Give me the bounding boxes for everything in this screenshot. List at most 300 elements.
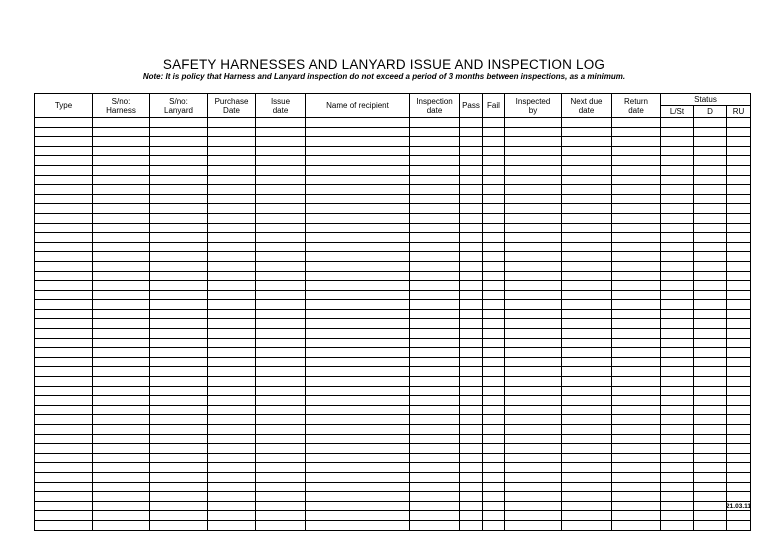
table-cell[interactable]	[35, 137, 93, 147]
table-cell[interactable]	[727, 156, 751, 166]
table-cell[interactable]	[93, 290, 150, 300]
table-cell[interactable]	[410, 444, 460, 454]
table-cell[interactable]	[93, 194, 150, 204]
table-cell[interactable]	[256, 127, 306, 137]
table-cell[interactable]	[562, 137, 612, 147]
table-cell[interactable]	[562, 367, 612, 377]
table-cell[interactable]	[410, 425, 460, 435]
table-cell[interactable]	[208, 118, 256, 128]
table-cell[interactable]	[306, 329, 410, 339]
table-cell[interactable]	[35, 482, 93, 492]
table-cell[interactable]	[483, 501, 505, 511]
table-cell[interactable]	[256, 444, 306, 454]
table-cell[interactable]	[256, 185, 306, 195]
table-cell[interactable]	[661, 146, 694, 156]
table-cell[interactable]	[562, 415, 612, 425]
table-cell[interactable]	[150, 319, 208, 329]
table-cell[interactable]	[306, 472, 410, 482]
table-cell[interactable]	[505, 329, 562, 339]
table-cell[interactable]	[35, 261, 93, 271]
table-cell[interactable]	[410, 319, 460, 329]
table-cell[interactable]	[562, 511, 612, 521]
table-cell[interactable]	[35, 472, 93, 482]
table-cell[interactable]	[410, 520, 460, 530]
table-cell[interactable]	[93, 252, 150, 262]
table-cell[interactable]	[410, 261, 460, 271]
table-cell[interactable]	[256, 425, 306, 435]
table-cell[interactable]	[727, 271, 751, 281]
table-cell[interactable]	[410, 492, 460, 502]
table-cell[interactable]	[306, 319, 410, 329]
table-cell[interactable]	[661, 213, 694, 223]
table-cell[interactable]	[256, 261, 306, 271]
table-cell[interactable]	[505, 492, 562, 502]
table-cell[interactable]	[35, 223, 93, 233]
table-cell[interactable]	[93, 242, 150, 252]
table-cell[interactable]	[208, 146, 256, 156]
table-cell[interactable]	[460, 415, 483, 425]
table-cell[interactable]	[208, 492, 256, 502]
table-cell[interactable]	[35, 492, 93, 502]
table-cell[interactable]	[410, 434, 460, 444]
table-cell[interactable]	[93, 520, 150, 530]
table-cell[interactable]	[256, 146, 306, 156]
table-cell[interactable]	[483, 281, 505, 291]
table-cell[interactable]	[694, 146, 727, 156]
table-cell[interactable]	[727, 396, 751, 406]
table-cell[interactable]	[612, 367, 661, 377]
table-cell[interactable]	[93, 329, 150, 339]
table-cell[interactable]	[483, 444, 505, 454]
table-cell[interactable]	[150, 386, 208, 396]
table-cell[interactable]	[727, 146, 751, 156]
table-cell[interactable]	[93, 492, 150, 502]
table-cell[interactable]	[694, 415, 727, 425]
table-cell[interactable]	[694, 261, 727, 271]
table-cell[interactable]	[694, 137, 727, 147]
table-cell[interactable]	[483, 290, 505, 300]
table-cell[interactable]	[256, 501, 306, 511]
table-cell[interactable]	[505, 118, 562, 128]
table-cell[interactable]	[208, 137, 256, 147]
table-cell[interactable]	[256, 300, 306, 310]
table-cell[interactable]	[562, 472, 612, 482]
table-cell[interactable]	[727, 213, 751, 223]
table-cell[interactable]	[612, 300, 661, 310]
table-cell[interactable]	[150, 492, 208, 502]
table-cell[interactable]	[208, 472, 256, 482]
table-cell[interactable]	[661, 194, 694, 204]
table-cell[interactable]	[35, 434, 93, 444]
table-cell[interactable]	[562, 185, 612, 195]
table-cell[interactable]	[661, 329, 694, 339]
table-cell[interactable]	[208, 165, 256, 175]
table-cell[interactable]	[694, 175, 727, 185]
table-cell[interactable]	[150, 252, 208, 262]
table-cell[interactable]	[93, 357, 150, 367]
table-cell[interactable]	[612, 357, 661, 367]
table-cell[interactable]	[661, 367, 694, 377]
table-cell[interactable]	[727, 425, 751, 435]
table-cell[interactable]	[483, 405, 505, 415]
table-cell[interactable]	[460, 261, 483, 271]
table-cell[interactable]	[612, 271, 661, 281]
table-cell[interactable]	[35, 501, 93, 511]
table-cell[interactable]	[727, 329, 751, 339]
table-cell[interactable]	[483, 520, 505, 530]
table-cell[interactable]	[208, 501, 256, 511]
table-cell[interactable]	[410, 501, 460, 511]
table-cell[interactable]	[562, 444, 612, 454]
table-cell[interactable]	[256, 309, 306, 319]
table-cell[interactable]	[483, 425, 505, 435]
table-cell[interactable]	[661, 127, 694, 137]
table-cell[interactable]	[256, 482, 306, 492]
table-cell[interactable]	[505, 319, 562, 329]
table-cell[interactable]	[256, 492, 306, 502]
table-cell[interactable]	[562, 290, 612, 300]
table-cell[interactable]	[35, 511, 93, 521]
table-cell[interactable]	[612, 204, 661, 214]
table-cell[interactable]	[93, 482, 150, 492]
table-cell[interactable]	[35, 118, 93, 128]
table-cell[interactable]	[727, 233, 751, 243]
table-cell[interactable]	[562, 405, 612, 415]
table-cell[interactable]	[483, 271, 505, 281]
table-cell[interactable]	[306, 444, 410, 454]
table-cell[interactable]	[694, 118, 727, 128]
table-cell[interactable]	[256, 156, 306, 166]
table-cell[interactable]	[306, 137, 410, 147]
table-cell[interactable]	[694, 204, 727, 214]
table-cell[interactable]	[694, 252, 727, 262]
table-cell[interactable]	[612, 261, 661, 271]
table-cell[interactable]	[562, 223, 612, 233]
table-cell[interactable]	[727, 415, 751, 425]
table-cell[interactable]	[150, 233, 208, 243]
table-cell[interactable]	[612, 396, 661, 406]
table-cell[interactable]	[306, 242, 410, 252]
table-cell[interactable]	[694, 223, 727, 233]
table-cell[interactable]	[612, 482, 661, 492]
table-cell[interactable]	[460, 233, 483, 243]
table-cell[interactable]	[306, 338, 410, 348]
table-cell[interactable]	[306, 204, 410, 214]
table-cell[interactable]	[256, 348, 306, 358]
table-cell[interactable]	[483, 185, 505, 195]
table-cell[interactable]	[410, 271, 460, 281]
table-cell[interactable]	[505, 137, 562, 147]
table-cell[interactable]	[612, 242, 661, 252]
table-cell[interactable]	[562, 482, 612, 492]
table-cell[interactable]	[661, 261, 694, 271]
table-cell[interactable]	[727, 338, 751, 348]
table-cell[interactable]	[661, 348, 694, 358]
table-cell[interactable]	[256, 281, 306, 291]
table-cell[interactable]	[727, 118, 751, 128]
table-cell[interactable]	[727, 492, 751, 502]
table-cell[interactable]	[612, 118, 661, 128]
table-cell[interactable]	[410, 127, 460, 137]
table-cell[interactable]	[306, 127, 410, 137]
table-cell[interactable]	[306, 425, 410, 435]
table-cell[interactable]	[612, 501, 661, 511]
table-cell[interactable]	[661, 396, 694, 406]
table-cell[interactable]	[35, 300, 93, 310]
table-cell[interactable]	[410, 194, 460, 204]
table-cell[interactable]	[483, 261, 505, 271]
table-cell[interactable]	[694, 348, 727, 358]
table-cell[interactable]	[505, 165, 562, 175]
table-cell[interactable]	[661, 425, 694, 435]
table-cell[interactable]	[694, 434, 727, 444]
table-cell[interactable]	[410, 146, 460, 156]
table-cell[interactable]	[306, 386, 410, 396]
table-cell[interactable]	[562, 492, 612, 502]
table-cell[interactable]	[306, 396, 410, 406]
table-cell[interactable]	[306, 213, 410, 223]
table-cell[interactable]	[256, 434, 306, 444]
table-cell[interactable]	[208, 377, 256, 387]
table-cell[interactable]	[562, 127, 612, 137]
table-cell[interactable]	[208, 482, 256, 492]
table-cell[interactable]	[208, 185, 256, 195]
table-cell[interactable]	[35, 329, 93, 339]
table-cell[interactable]	[410, 396, 460, 406]
table-cell[interactable]	[410, 223, 460, 233]
table-cell[interactable]	[612, 146, 661, 156]
table-cell[interactable]	[694, 367, 727, 377]
table-cell[interactable]	[150, 118, 208, 128]
table-cell[interactable]	[562, 386, 612, 396]
table-cell[interactable]	[694, 194, 727, 204]
table-cell[interactable]	[256, 386, 306, 396]
table-cell[interactable]	[483, 300, 505, 310]
table-cell[interactable]	[460, 319, 483, 329]
table-cell[interactable]	[694, 357, 727, 367]
table-cell[interactable]	[306, 434, 410, 444]
table-cell[interactable]	[460, 520, 483, 530]
table-cell[interactable]	[410, 309, 460, 319]
table-cell[interactable]	[208, 367, 256, 377]
table-cell[interactable]	[505, 415, 562, 425]
table-cell[interactable]	[694, 405, 727, 415]
table-cell[interactable]	[727, 434, 751, 444]
table-cell[interactable]	[35, 338, 93, 348]
table-cell[interactable]	[694, 300, 727, 310]
table-cell[interactable]	[505, 127, 562, 137]
table-cell[interactable]	[505, 271, 562, 281]
table-cell[interactable]	[483, 127, 505, 137]
table-cell[interactable]	[208, 127, 256, 137]
table-cell[interactable]	[483, 453, 505, 463]
table-cell[interactable]	[505, 501, 562, 511]
table-cell[interactable]	[661, 453, 694, 463]
table-cell[interactable]	[505, 520, 562, 530]
table-cell[interactable]	[727, 223, 751, 233]
table-cell[interactable]	[505, 367, 562, 377]
table-cell[interactable]	[483, 396, 505, 406]
table-cell[interactable]	[256, 118, 306, 128]
table-cell[interactable]	[694, 329, 727, 339]
table-cell[interactable]	[93, 185, 150, 195]
table-cell[interactable]	[150, 309, 208, 319]
table-cell[interactable]	[93, 415, 150, 425]
table-cell[interactable]	[208, 463, 256, 473]
table-cell[interactable]	[93, 213, 150, 223]
table-cell[interactable]	[460, 213, 483, 223]
table-cell[interactable]	[694, 338, 727, 348]
table-cell[interactable]	[612, 434, 661, 444]
table-cell[interactable]	[483, 434, 505, 444]
table-cell[interactable]	[612, 386, 661, 396]
table-cell[interactable]	[93, 338, 150, 348]
table-cell[interactable]	[208, 175, 256, 185]
table-cell[interactable]	[694, 165, 727, 175]
table-cell[interactable]	[93, 463, 150, 473]
table-cell[interactable]	[306, 175, 410, 185]
table-cell[interactable]	[35, 156, 93, 166]
table-cell[interactable]	[612, 405, 661, 415]
table-cell[interactable]	[410, 405, 460, 415]
table-cell[interactable]	[612, 194, 661, 204]
table-cell[interactable]	[93, 146, 150, 156]
table-cell[interactable]	[562, 319, 612, 329]
table-cell[interactable]	[306, 156, 410, 166]
table-cell[interactable]	[460, 434, 483, 444]
table-cell[interactable]	[150, 511, 208, 521]
table-cell[interactable]	[256, 271, 306, 281]
table-cell[interactable]	[410, 329, 460, 339]
table-cell[interactable]	[256, 415, 306, 425]
table-cell[interactable]	[505, 146, 562, 156]
table-cell[interactable]	[505, 472, 562, 482]
table-cell[interactable]	[483, 252, 505, 262]
table-cell[interactable]	[306, 146, 410, 156]
table-cell[interactable]	[208, 271, 256, 281]
table-cell[interactable]	[460, 425, 483, 435]
table-cell[interactable]	[410, 377, 460, 387]
table-cell[interactable]	[661, 309, 694, 319]
table-cell[interactable]	[208, 520, 256, 530]
table-cell[interactable]	[505, 185, 562, 195]
table-cell[interactable]	[661, 386, 694, 396]
table-cell[interactable]	[256, 338, 306, 348]
table-cell[interactable]	[208, 396, 256, 406]
table-cell[interactable]	[410, 165, 460, 175]
table-cell[interactable]	[208, 415, 256, 425]
table-cell[interactable]	[306, 290, 410, 300]
table-cell[interactable]	[505, 290, 562, 300]
table-cell[interactable]	[727, 386, 751, 396]
table-cell[interactable]	[661, 204, 694, 214]
table-cell[interactable]	[460, 242, 483, 252]
table-cell[interactable]	[35, 146, 93, 156]
table-cell[interactable]	[256, 405, 306, 415]
table-cell[interactable]	[150, 281, 208, 291]
table-cell[interactable]	[256, 223, 306, 233]
table-cell[interactable]	[562, 204, 612, 214]
table-cell[interactable]	[483, 338, 505, 348]
table-cell[interactable]	[562, 377, 612, 387]
table-cell[interactable]	[562, 348, 612, 358]
table-cell[interactable]	[483, 223, 505, 233]
table-cell[interactable]	[460, 511, 483, 521]
table-cell[interactable]	[505, 463, 562, 473]
table-cell[interactable]	[694, 290, 727, 300]
table-cell[interactable]	[483, 156, 505, 166]
table-cell[interactable]	[694, 242, 727, 252]
table-cell[interactable]	[562, 300, 612, 310]
table-cell[interactable]	[460, 472, 483, 482]
table-cell[interactable]	[727, 165, 751, 175]
table-cell[interactable]	[612, 252, 661, 262]
table-cell[interactable]	[483, 367, 505, 377]
table-cell[interactable]	[694, 386, 727, 396]
table-cell[interactable]	[256, 453, 306, 463]
table-cell[interactable]	[306, 281, 410, 291]
table-cell[interactable]	[661, 175, 694, 185]
table-cell[interactable]	[661, 357, 694, 367]
table-cell[interactable]	[612, 492, 661, 502]
table-cell[interactable]	[694, 156, 727, 166]
table-cell[interactable]	[208, 357, 256, 367]
table-cell[interactable]	[93, 156, 150, 166]
table-cell[interactable]	[35, 194, 93, 204]
table-cell[interactable]	[410, 233, 460, 243]
table-cell[interactable]	[727, 242, 751, 252]
table-cell[interactable]	[460, 357, 483, 367]
table-cell[interactable]	[460, 118, 483, 128]
table-cell[interactable]	[150, 338, 208, 348]
table-cell[interactable]	[93, 377, 150, 387]
table-cell[interactable]	[306, 185, 410, 195]
table-cell[interactable]	[35, 175, 93, 185]
table-cell[interactable]	[483, 165, 505, 175]
table-cell[interactable]	[410, 185, 460, 195]
table-cell[interactable]	[661, 377, 694, 387]
table-cell[interactable]	[208, 319, 256, 329]
table-cell[interactable]	[256, 204, 306, 214]
table-cell[interactable]	[562, 233, 612, 243]
table-cell[interactable]	[460, 127, 483, 137]
table-cell[interactable]	[306, 223, 410, 233]
table-cell[interactable]	[208, 338, 256, 348]
table-cell[interactable]	[483, 137, 505, 147]
table-cell[interactable]	[505, 405, 562, 415]
table-cell[interactable]	[150, 194, 208, 204]
table-cell[interactable]	[35, 348, 93, 358]
table-cell[interactable]	[256, 367, 306, 377]
table-cell[interactable]	[460, 396, 483, 406]
table-cell[interactable]	[483, 194, 505, 204]
table-cell[interactable]	[661, 252, 694, 262]
table-cell[interactable]	[612, 137, 661, 147]
table-cell[interactable]	[150, 290, 208, 300]
table-cell[interactable]	[93, 453, 150, 463]
table-cell[interactable]	[460, 146, 483, 156]
table-cell[interactable]	[694, 511, 727, 521]
table-cell[interactable]	[208, 156, 256, 166]
table-cell[interactable]	[306, 415, 410, 425]
table-cell[interactable]	[562, 213, 612, 223]
table-cell[interactable]	[612, 223, 661, 233]
table-cell[interactable]	[35, 165, 93, 175]
table-cell[interactable]	[306, 233, 410, 243]
table-cell[interactable]	[410, 472, 460, 482]
table-cell[interactable]	[150, 453, 208, 463]
table-cell[interactable]	[483, 213, 505, 223]
